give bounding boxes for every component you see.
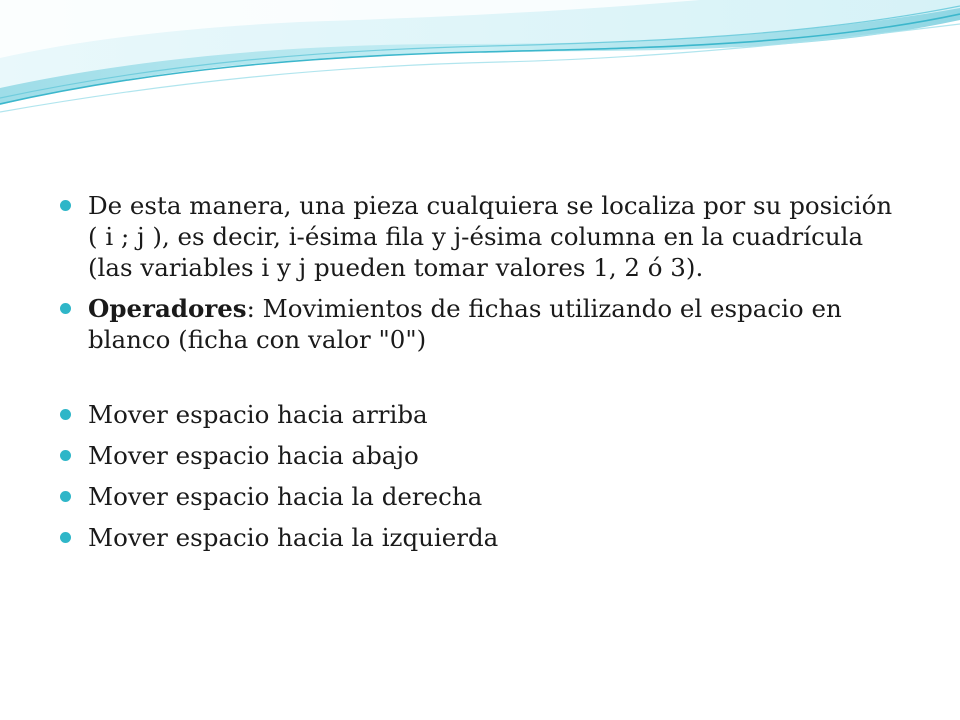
- bullet-bold-term: Operadores: [88, 294, 247, 323]
- bullet-dot-icon: [60, 532, 71, 543]
- bullet-text: Mover espacio hacia arriba: [88, 400, 428, 429]
- bullet-text: Mover espacio hacia abajo: [88, 441, 419, 470]
- bullet-item-1: [58, 190, 898, 283]
- bullet-item-4: [58, 440, 898, 471]
- bullet-dot-icon: [60, 491, 71, 502]
- bullet-item-3: [58, 399, 898, 430]
- bullet-text: Mover espacio hacia la derecha: [88, 482, 483, 511]
- bullet-dot-icon: [60, 303, 71, 314]
- bullet-item-5: [58, 481, 898, 512]
- bullet-item-6: [58, 522, 898, 553]
- bullet-dot-icon: [60, 409, 71, 420]
- bullet-text: Mover espacio hacia la izquierda: [88, 523, 499, 552]
- bullet-dot-icon: [60, 200, 71, 211]
- header-wave-decoration: [0, 0, 960, 120]
- bullet-list: [58, 190, 898, 553]
- bullet-item-2: [58, 293, 898, 355]
- bullet-text: De esta manera, una pieza cualquiera se localiza por su posición ( i ; j ), es decir, i-ésima fila y j-ésima columna en la cuadrícula (las variables i y j pueden tomar valores 1, 2 ó 3).: [88, 191, 893, 282]
- bullet-text: : Movimientos de fichas utilizando el espacio en blanco (ficha con valor "0"): [88, 294, 842, 354]
- bullet-dot-icon: [60, 450, 71, 461]
